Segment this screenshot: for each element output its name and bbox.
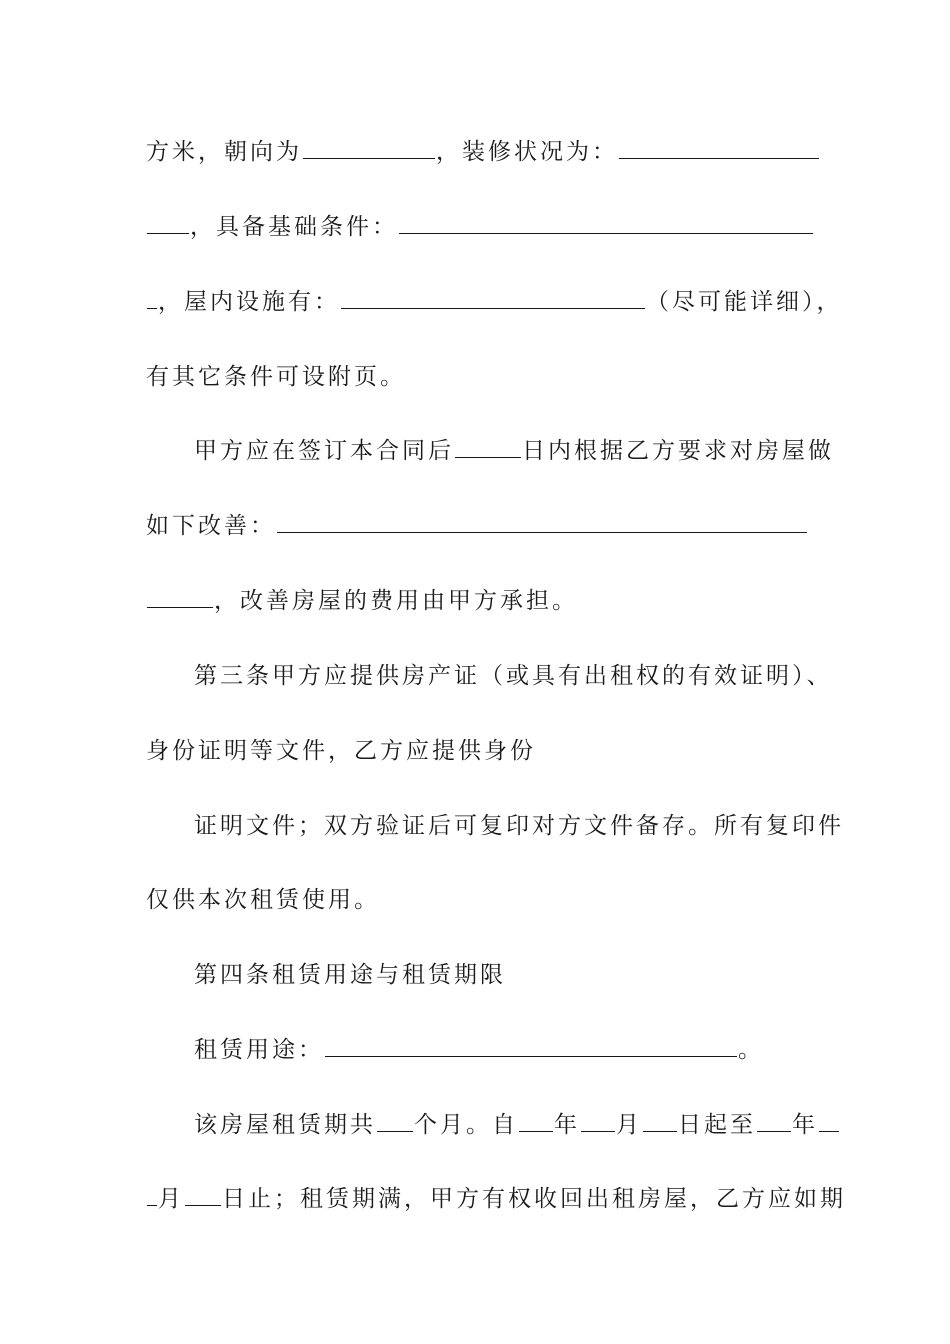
line-text: 年 <box>792 1112 818 1138</box>
line-text: 甲方应在签订本合同后 <box>194 438 454 464</box>
fill-blank <box>643 1111 677 1132</box>
text-line <box>194 960 874 990</box>
text-line <box>146 586 826 616</box>
line-text: 月 <box>616 1112 642 1138</box>
text-line <box>146 511 826 541</box>
fill-blank <box>147 587 213 608</box>
line-text: （尽可能详细）， <box>646 289 843 315</box>
line-text: 方米，朝向为 <box>146 139 302 165</box>
text-line <box>146 736 826 766</box>
fill-blank <box>455 437 521 458</box>
text-line <box>194 1035 874 1065</box>
fill-blank <box>147 213 189 234</box>
line-text: 日止；租赁期满，甲方有权收回出租房屋，乙方应如期 <box>222 1186 846 1212</box>
fill-blank <box>581 1111 615 1132</box>
line-text: 第三条甲方应提供房产证（或具有出租权的有效证明）、 <box>194 663 833 689</box>
line-text: 有其它条件可设附页。 <box>146 364 406 390</box>
line-text: 年 <box>554 1112 580 1138</box>
fill-blank <box>185 1185 221 1206</box>
fill-blank <box>325 1036 737 1057</box>
line-text: ，屋内设施有： <box>158 289 340 315</box>
fill-blank <box>303 138 435 159</box>
line-text: 租赁用途： <box>194 1037 324 1063</box>
line-text: 第四条租赁用途与租赁期限 <box>194 962 506 988</box>
line-text: 日内根据乙方要求对房屋做 <box>522 438 834 464</box>
text-line <box>146 1184 846 1214</box>
text-line <box>194 661 874 691</box>
text-line <box>146 137 826 167</box>
line-text: 证明文件；双方验证后可复印对方文件备存。所有复印件 <box>194 813 844 839</box>
line-text: 身份证明等文件，乙方应提供身份 <box>146 738 536 764</box>
text-line <box>194 811 874 841</box>
line-text: ，改善房屋的费用由甲方承担。 <box>214 588 578 614</box>
line-text: ，具备基础条件： <box>190 214 398 240</box>
fill-blank <box>819 1111 839 1132</box>
line-text: 月 <box>158 1186 184 1212</box>
fill-blank <box>619 138 819 159</box>
text-line <box>146 362 826 392</box>
fill-blank <box>399 213 813 234</box>
line-text: ，装修状况为： <box>436 139 618 165</box>
line-text: 该房屋租赁期共 <box>194 1112 376 1138</box>
line-text: 仅供本次租赁使用。 <box>146 887 380 913</box>
line-text: 个月。自 <box>414 1112 518 1138</box>
text-line <box>146 212 826 242</box>
line-text: 如下改善： <box>146 513 276 539</box>
fill-blank <box>377 1111 413 1132</box>
fill-blank <box>147 1185 157 1206</box>
fill-blank <box>277 512 807 533</box>
fill-blank <box>519 1111 553 1132</box>
fill-blank <box>147 288 157 309</box>
text-line <box>194 436 874 466</box>
line-text: 。 <box>738 1037 764 1063</box>
fill-blank <box>341 288 645 309</box>
text-line <box>146 287 843 317</box>
line-text: 日起至 <box>678 1112 756 1138</box>
fill-blank <box>757 1111 791 1132</box>
text-line <box>194 1110 874 1140</box>
text-line <box>146 885 826 915</box>
